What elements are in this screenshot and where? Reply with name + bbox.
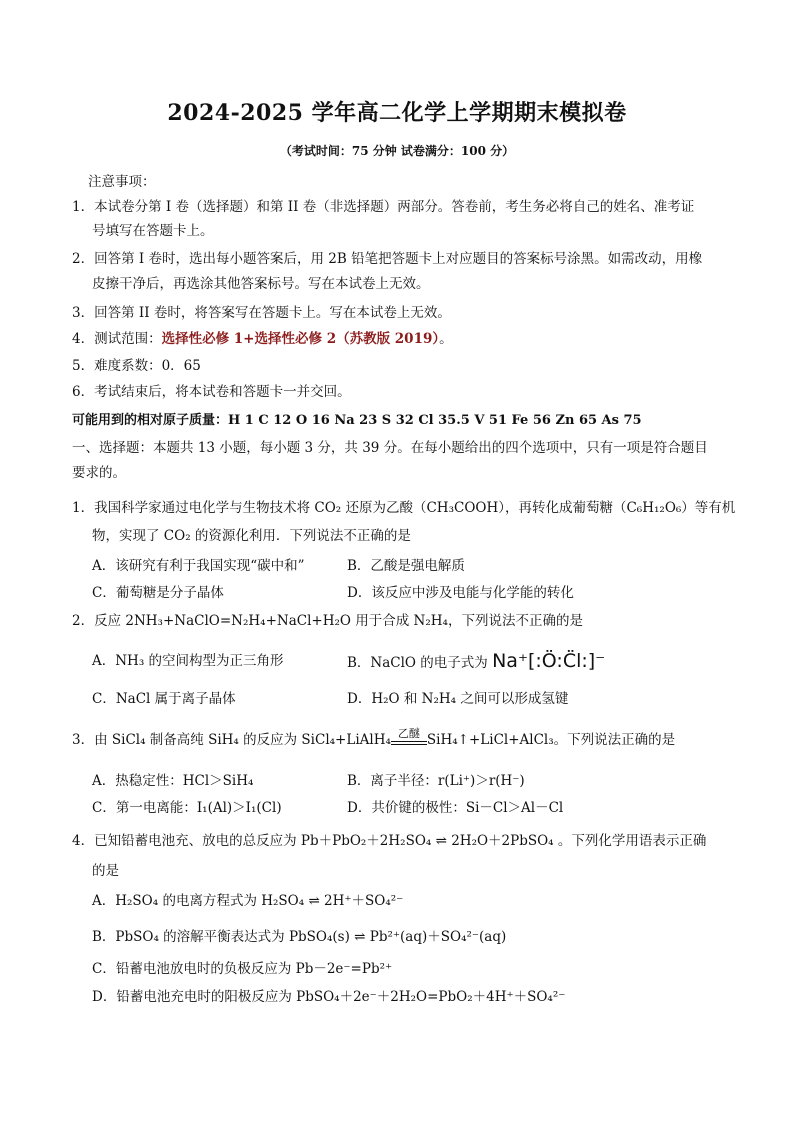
- q2-option-d: D．H₂O 和 N₂H₄ 之间可以形成氢键: [347, 691, 569, 707]
- q1-option-c: C．葡萄糖是分子晶体: [92, 585, 224, 601]
- condition-label: 乙醚: [397, 726, 420, 740]
- note-6: 6．考试结束后，将本试卷和答题卡一并交回。: [72, 384, 351, 400]
- q4-option-c: C．铅蓄电池放电时的负极反应为 Pb－2e⁻=Pb²⁺: [92, 961, 393, 977]
- note-1-cont: 号填写在答题卡上。: [92, 223, 214, 239]
- note-2: 2．回答第 I 卷时，选出每小题答案后，用 2B 铅笔把答题卡上对应题目的答案标号涂黑。如需改动，用橡: [72, 251, 703, 267]
- q2-option-b: [347, 650, 605, 674]
- q1-option-d: D．该反应中涉及电能与化学能的转化: [347, 585, 574, 601]
- note-5: 5．难度系数：0．65: [72, 358, 201, 374]
- reaction-condition: [391, 726, 427, 745]
- q1-stem-cont: 物，实现了 CO₂ 的资源化利用．下列说法不正确的是: [92, 528, 411, 544]
- q4-option-d: D．铅蓄电池充电时的阳极反应为 PbSO₄＋2e⁻＋2H₂O=PbO₂＋4H⁺＋SO₄²⁻: [92, 989, 566, 1005]
- page-title: 2024-2025 学年高二化学上学期期末模拟卷: [167, 100, 627, 126]
- q3-option-d: D．共价键的极性：Si－Cl＞Al－Cl: [347, 800, 564, 816]
- q4-stem: 4．已知铅蓄电池充、放电的总反应为 Pb＋PbO₂＋2H₂SO₄ ⇌ 2H₂O＋2PbSO₄ 。下列化学用语表示正确: [72, 833, 707, 849]
- q4-option-b: B．PbSO₄ 的溶解平衡表达式为 PbSO₄(s) ⇌ Pb²⁺(aq)＋SO₄²⁻(aq): [92, 929, 507, 945]
- note-1: 1．本试卷分第 I 卷（选择题）和第 II 卷（非选择题）两部分。答卷前，考生务必将自己的姓名、准考证: [72, 199, 695, 215]
- note-4: [72, 328, 453, 350]
- q2-option-c: C．NaCl 属于离子晶体: [92, 691, 236, 707]
- q2-option-a: A．NH₃ 的空间构型为正三角形: [92, 653, 284, 669]
- note-2-cont: 皮擦干净后，再选涂其他答案标号。写在本试卷上无效。: [92, 276, 430, 292]
- q3-option-c: C．第一电离能：I₁(Al)＞I₁(Cl): [92, 800, 282, 816]
- q1-option-b: B．乙酸是强电解质: [347, 558, 465, 574]
- note-4-label: 4．测试范围：: [72, 331, 162, 347]
- note-4-end: 。: [439, 331, 453, 347]
- q1-stem: 1．我国科学家通过电化学与生物技术将 CO₂ 还原为乙酸（CH₃COOH），再转化成葡萄糖（C₆H₁₂O₆）等有机: [72, 500, 736, 516]
- q1-option-a: A．该研究有利于我国实现“碳中和”: [92, 558, 305, 574]
- electron-formula: Na⁺[:Ö:C̈l:]⁻: [492, 650, 606, 672]
- q4-stem-cont: 的是: [92, 863, 119, 879]
- q2-option-b-label: B．NaClO 的电子式为: [347, 655, 488, 671]
- section-header: 一、选择题：本题共 13 小题，每小题 3 分，共 39 分。在每小题给出的四个选项中，只有一项是符合题目: [72, 440, 708, 456]
- q3-stem-a: 3．由 SiCl₄ 制备高纯 SiH₄ 的反应为 SiCl₄+LiAlH₄: [72, 732, 391, 748]
- exam-info: （考试时间：75 分钟 试卷满分：100 分）: [279, 144, 515, 158]
- atomic-mass: 可能用到的相对原子质量：H 1 C 12 O 16 Na 23 S 32 Cl 35.5 V 51 Fe 56 Zn 65 As 75: [72, 413, 642, 428]
- q4-option-a: A．H₂SO₄ 的电离方程式为 H₂SO₄ ⇌ 2H⁺＋SO₄²⁻: [92, 893, 404, 909]
- test-scope: 选择性必修 1+选择性必修 2（苏教版 2019）: [161, 331, 440, 347]
- notes-heading: 注意事项：: [88, 174, 156, 190]
- q3-stem-b: SiH₄↑+LiCl+AlCl₃。下列说法正确的是: [426, 732, 676, 748]
- q3-stem: [72, 726, 676, 751]
- q3-option-b: B．离子半径：r(Li⁺)＞r(H⁻): [347, 773, 525, 789]
- q3-option-a: A．热稳定性：HCl＞SiH₄: [92, 773, 254, 789]
- note-3: 3．回答第 II 卷时，将答案写在答题卡上。写在本试卷上无效。: [72, 305, 451, 321]
- section-header-cont: 要求的。: [72, 465, 126, 481]
- q2-stem: 2．反应 2NH₃+NaClO=N₂H₄+NaCl+H₂O 用于合成 N₂H₄，下列说法不正确的是: [72, 613, 583, 629]
